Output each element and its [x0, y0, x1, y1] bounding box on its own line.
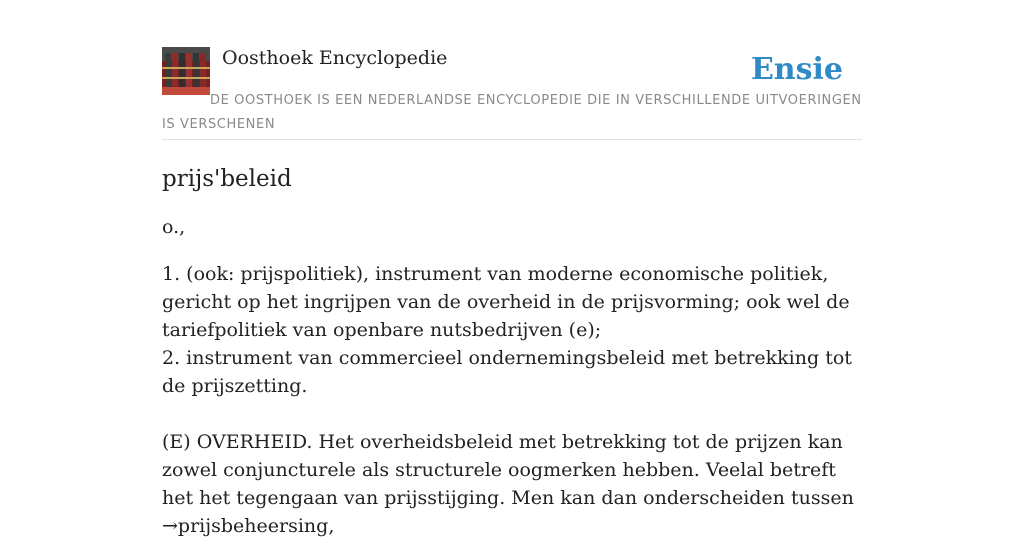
section-text: (E) OVERHEID. Het overheidsbeleid met betrekking tot de prijzen kan zowel conjuncturele als structurele oogmerken hebben. Veelal betreft het het tegengaan van prijsstijging. Men kan dan onderscheiden tussen: [162, 431, 854, 509]
entry-content: [162, 162, 867, 540]
part-of-speech: o.,: [162, 216, 186, 238]
definitions: [162, 260, 867, 428]
site-title-link[interactable]: Oosthoek Encyclopedie: [222, 47, 448, 69]
entry-title: prijs'beleid: [162, 166, 292, 192]
definition-2: 2. instrument van commercieel ondernemingsbeleid met betrekking tot de prijszetting.: [162, 347, 852, 397]
definition-1: 1. (ook: prijspolitiek), instrument van moderne economische politiek, gericht op het ingrijpen van de overheid in de prijsvorming; ook wel de tariefpolitiek van openbare nutsbedrijven (e);: [162, 263, 850, 341]
site-header: [162, 46, 862, 140]
ensie-logo[interactable]: Ensie: [750, 52, 843, 87]
prijsbeheersing-link[interactable]: →prijsbeheersing,: [162, 515, 335, 537]
overheid-section: [162, 428, 867, 540]
encyclopedia-books-icon[interactable]: [162, 47, 210, 95]
paragraph-break: [162, 400, 867, 428]
site-description: DE OOSTHOEK IS EEN NEDERLANDSE ENCYCLOPEDIE DIE IN VERSCHILLENDE UITVOERINGEN IS VERSCHENEN: [162, 93, 862, 132]
